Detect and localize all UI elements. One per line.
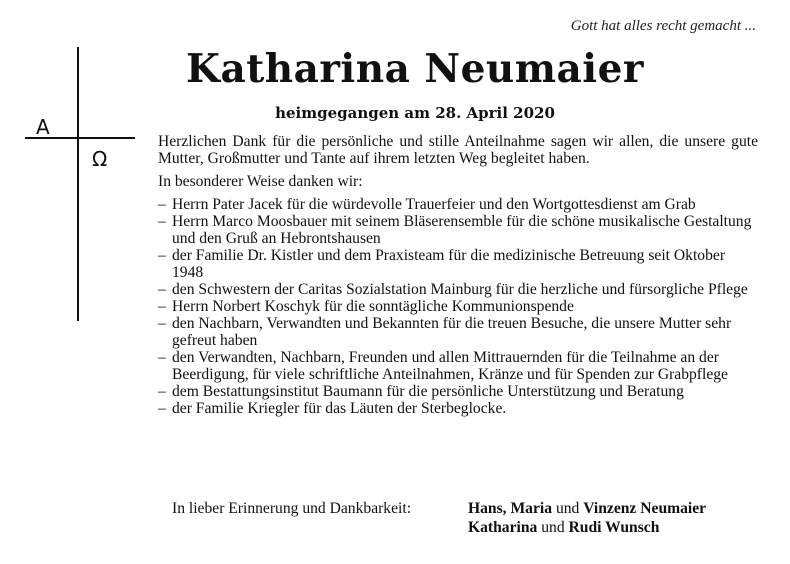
conjunction: und <box>541 519 565 536</box>
list-item: – den Nachbarn, Verwandten und Bekannten für die treuen Besuche, die unsere Mutter sehr gefreut haben <box>158 315 758 349</box>
lead-line: In besonderer Weise danken wir: <box>158 173 363 190</box>
list-item: – Herrn Norbert Koschyk für die sonntägliche Kommunionspende <box>158 298 758 315</box>
signatory-name: Vinzenz Neumaier <box>583 500 707 517</box>
thanks-body <box>158 133 758 417</box>
closing-label: In lieber Erinnerung und Dankbarkeit: <box>172 500 412 517</box>
motto: Gott hat alles recht gemacht ... <box>570 18 756 34</box>
deceased-name: Katharina Neumaier <box>186 46 644 92</box>
alpha-symbol: A <box>36 115 50 139</box>
cross-vertical-bar <box>77 47 79 321</box>
list-item: – dem Bestattungsinstitut Baumann für die persönliche Unterstützung und Beratung <box>158 383 758 400</box>
signatories <box>468 499 706 537</box>
signatory-line-1 <box>468 499 706 518</box>
signatory-line-2 <box>468 518 706 537</box>
list-item: – der Familie Dr. Kistler und dem Praxisteam für die medizinische Betreuung seit Oktober 1948 <box>158 247 758 281</box>
thanks-list <box>158 196 758 417</box>
intro-paragraph: Herzlichen Dank für die persönliche und stille Anteilnahme sagen wir allen, die unsere gute Mutter, Großmutter und Tante auf ihrem letzten Weg begleitet haben. <box>158 133 758 167</box>
omega-symbol: Ω <box>92 147 108 171</box>
date-of-death: heimgegangen am 28. April 2020 <box>275 104 555 122</box>
signatory-name: Rudi Wunsch <box>568 519 660 536</box>
conjunction: und <box>555 500 580 517</box>
list-item: – Herrn Marco Moosbauer mit seinem Bläserensemble für die schöne musikalische Gestaltung und den Gruß an Hebrontshausen <box>158 213 758 247</box>
signatory-name: Katharina <box>468 519 538 536</box>
list-item: – den Schwestern der Caritas Sozialstation Mainburg für die herzliche und fürsorgliche Pflege <box>158 281 758 298</box>
list-item: – den Verwandten, Nachbarn, Freunden und allen Mittrauernden für die Teilnahme an der Beerdigung, für viele schriftliche Anteilnahmen, Kränze und für Spenden zur Grabpflege <box>158 349 758 383</box>
list-item: – Herrn Pater Jacek für die würdevolle Trauerfeier und den Wortgottesdienst am Grab <box>158 196 758 213</box>
signatory-name: Hans, Maria <box>468 500 553 517</box>
list-item: – der Familie Kriegler für das Läuten der Sterbeglocke. <box>158 400 758 417</box>
